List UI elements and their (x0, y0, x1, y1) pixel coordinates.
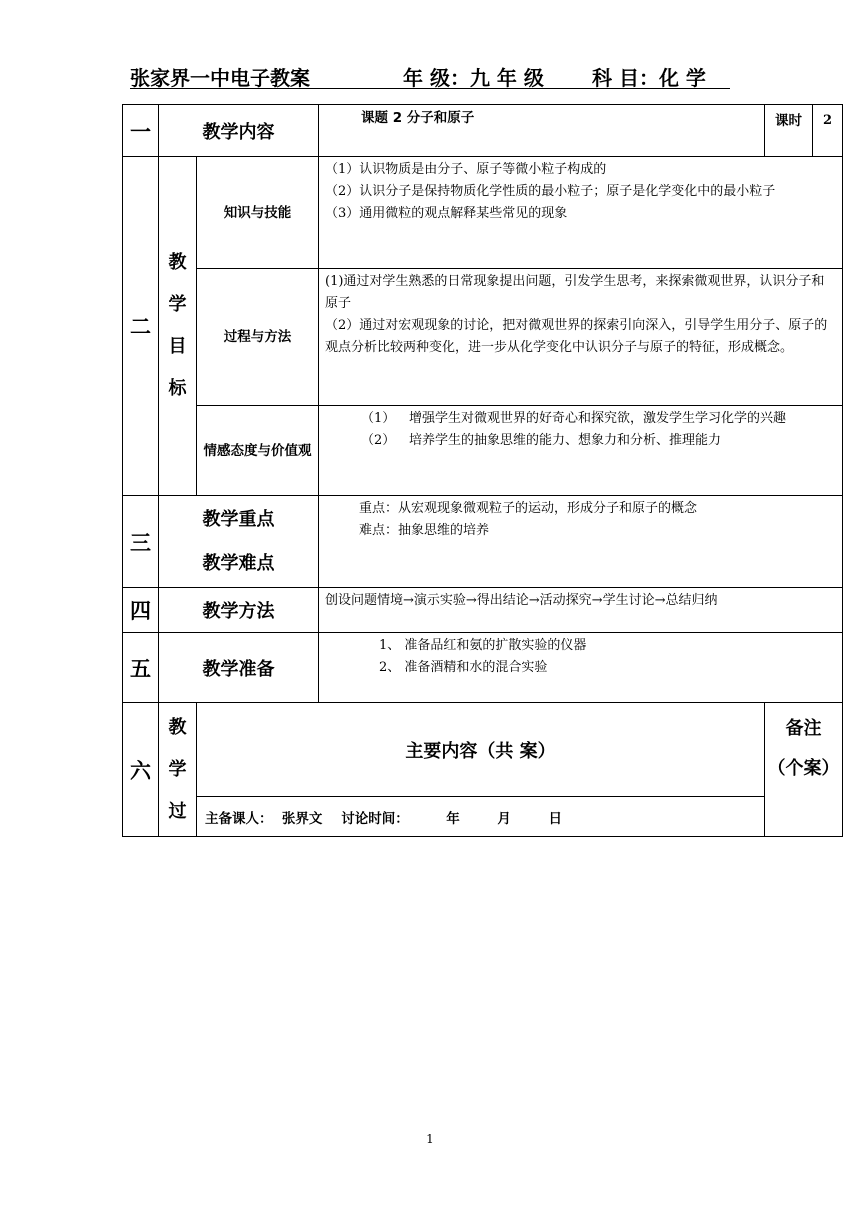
period-label-text: 课时 (775, 113, 803, 129)
section-number: 三 (123, 496, 159, 588)
prep-row (123, 633, 843, 703)
prep-item: 2、 准备酒精和水的混合实验 (379, 660, 548, 675)
vertical-char: 学 (168, 758, 187, 780)
process-content (319, 269, 843, 406)
emotion-item (325, 430, 836, 452)
key-points-row (123, 496, 843, 588)
vertical-char: 过 (168, 800, 187, 822)
page-number: 1 (426, 1132, 434, 1146)
prep-label: 教学准备 (159, 633, 319, 703)
vertical-char: 标 (168, 378, 187, 399)
difficulty-label: 教学难点 (202, 552, 275, 574)
key-points-label (159, 496, 319, 588)
process-label: 过程与方法 (197, 269, 319, 406)
objective-process-row (123, 269, 843, 406)
section-label: 教学内容 (159, 105, 319, 157)
topic-title: 课题 2 分子和原子 (319, 105, 765, 157)
item-number: （2） (361, 433, 396, 448)
prep-content (319, 633, 843, 703)
method-row (123, 588, 843, 633)
school-title: 张家界一中电子教案 (130, 66, 310, 90)
vertical-char: 学 (168, 294, 187, 315)
vertical-char: 目 (168, 336, 187, 357)
knowledge-item: （2）认识分子是保持物质化学性质的最小粒子；原子是化学变化中的最小粒子 (325, 184, 776, 199)
prepared-by-row (123, 797, 843, 837)
objective-knowledge-row (123, 157, 843, 269)
focus-text: 重点：从宏观现象微观粒子的运动，形成分子和原子的概念 (359, 501, 698, 516)
prep-item: 1、 准备品红和氨的扩散实验的仪器 (379, 638, 587, 653)
focus-label: 教学重点 (202, 508, 275, 530)
knowledge-content (319, 157, 843, 269)
process-header-row (123, 703, 843, 797)
notes-column (765, 703, 843, 837)
emotion-content (319, 406, 843, 496)
knowledge-label: 知识与技能 (197, 157, 319, 269)
objectives-vertical-label (159, 157, 197, 496)
vertical-char: 教 (168, 716, 187, 738)
notes-sublabel: （个案） (767, 758, 840, 779)
objective-emotion-row (123, 406, 843, 496)
difficulty-text: 难点：抽象思维的培养 (359, 523, 490, 538)
item-number: （1） (361, 411, 396, 426)
process-item: (1)通过对学生熟悉的日常现象提出问题，引发学生思考，来探索微观世界，认识分子和原子 (325, 274, 825, 311)
process-vertical-label (159, 703, 197, 837)
emotion-label: 情感态度与价值观 (197, 406, 319, 496)
main-content-title: 主要内容（共 案） (197, 703, 765, 797)
period-label (765, 105, 813, 157)
section-number: 一 (123, 105, 159, 157)
key-points-content (319, 496, 843, 588)
prepared-by: 主备课人： 张界文 讨论时间： 年 月 日 (197, 797, 765, 837)
section-number: 四 (123, 588, 159, 633)
page-header (130, 62, 730, 89)
section-number: 二 (123, 157, 159, 496)
knowledge-item: （3）通用微粒的观点解释某些常见的现象 (325, 206, 568, 221)
knowledge-item: （1）认识物质是由分子、原子等微小粒子构成的 (325, 162, 607, 177)
item-text: 增强学生对微观世界的好奇心和探究欲，激发学生学习化学的兴趣 (409, 411, 787, 426)
process-item: （2）通过对宏观现象的讨论，把对微观世界的探索引向深入，引导学生用分子、原子的观点分析比较两种变化，进一步从化学变化中认识分子与原子的特征，形成概念。 (325, 318, 828, 355)
method-text: 创设问题情境→演示实验→得出结论→活动探究→学生讨论→总结归纳 (319, 588, 843, 633)
grade-label: 年 级：九 年 级 (403, 66, 544, 90)
vertical-char: 教 (168, 252, 187, 273)
section-number: 六 (123, 703, 159, 837)
item-text: 培养学生的抽象思维的能力、想象力和分析、推理能力 (409, 433, 722, 448)
lesson-plan-table (122, 104, 843, 837)
topic-row (123, 105, 843, 157)
period-value: 2 (813, 105, 843, 157)
subject-label: 科 目：化 学 (592, 66, 706, 90)
method-label: 教学方法 (159, 588, 319, 633)
emotion-item (325, 408, 836, 430)
notes-label: 备注 (785, 718, 822, 739)
section-number: 五 (123, 633, 159, 703)
